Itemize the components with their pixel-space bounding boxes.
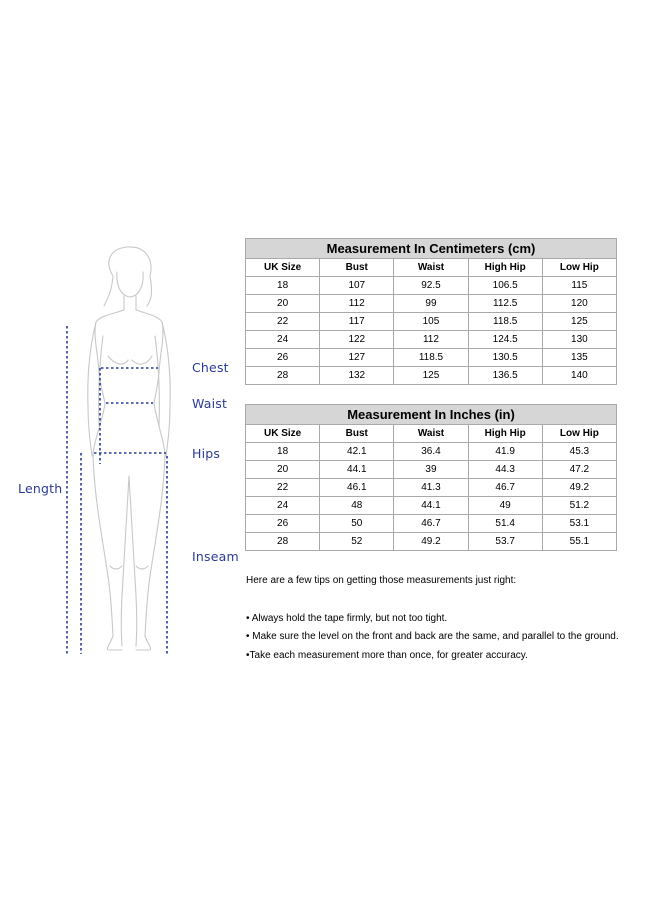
table-cell: 44.1 <box>320 461 394 479</box>
cm-table-title: Measurement In Centimeters (cm) <box>246 239 617 259</box>
table-cell: 46.7 <box>394 515 468 533</box>
table-cell: 20 <box>246 461 320 479</box>
table-cell: 48 <box>320 497 394 515</box>
column-header: Bust <box>320 425 394 443</box>
table-cell: 120 <box>542 295 616 313</box>
table-row <box>246 349 617 367</box>
table-cell: 22 <box>246 313 320 331</box>
table-row <box>246 295 617 313</box>
table-row <box>246 331 617 349</box>
table-cell: 112.5 <box>468 295 542 313</box>
tips-intro: Here are a few tips on getting those measurements just right: <box>246 575 517 586</box>
table-cell: 112 <box>394 331 468 349</box>
column-header: Waist <box>394 425 468 443</box>
table-cell: 132 <box>320 367 394 385</box>
column-header: Waist <box>394 259 468 277</box>
table-cell: 47.2 <box>542 461 616 479</box>
table-cell: 130 <box>542 331 616 349</box>
cm-table-header-row <box>246 259 617 277</box>
table-cell: 49.2 <box>394 533 468 551</box>
table-cell: 125 <box>394 367 468 385</box>
table-cell: 55.1 <box>542 533 616 551</box>
table-cell: 51.4 <box>468 515 542 533</box>
table-cell: 49.2 <box>542 479 616 497</box>
table-cell: 117 <box>320 313 394 331</box>
table-cell: 53.7 <box>468 533 542 551</box>
table-cell: 39 <box>394 461 468 479</box>
column-header: High Hip <box>468 259 542 277</box>
table-row <box>246 497 617 515</box>
inches-table-title: Measurement In Inches (in) <box>246 405 617 425</box>
table-cell: 24 <box>246 497 320 515</box>
table-cell: 135 <box>542 349 616 367</box>
length-label: Length <box>18 481 63 496</box>
table-row <box>246 443 617 461</box>
column-header: Low Hip <box>542 425 616 443</box>
table-cell: 46.1 <box>320 479 394 497</box>
inches-table-header-row <box>246 425 617 443</box>
table-row <box>246 479 617 497</box>
table-cell: 105 <box>394 313 468 331</box>
table-cell: 41.9 <box>468 443 542 461</box>
table-row <box>246 533 617 551</box>
table-row <box>246 277 617 295</box>
table-row <box>246 515 617 533</box>
table-cell: 22 <box>246 479 320 497</box>
table-cell: 140 <box>542 367 616 385</box>
table-cell: 49 <box>468 497 542 515</box>
column-header: UK Size <box>246 425 320 443</box>
table-cell: 44.1 <box>394 497 468 515</box>
table-cell: 46.7 <box>468 479 542 497</box>
table-cell: 106.5 <box>468 277 542 295</box>
waist-label: Waist <box>192 396 228 411</box>
tip-item: • Always hold the tape firmly, but not too tight. <box>246 613 448 624</box>
hips-label: Hips <box>192 446 221 461</box>
tip-item: •Take each measurement more than once, for greater accuracy. <box>246 650 528 661</box>
column-header: High Hip <box>468 425 542 443</box>
table-cell: 118.5 <box>468 313 542 331</box>
column-header: UK Size <box>246 259 320 277</box>
table-cell: 26 <box>246 515 320 533</box>
table-cell: 50 <box>320 515 394 533</box>
column-header: Bust <box>320 259 394 277</box>
table-cell: 28 <box>246 533 320 551</box>
inches-size-table <box>245 404 617 551</box>
table-cell: 107 <box>320 277 394 295</box>
table-cell: 125 <box>542 313 616 331</box>
table-cell: 127 <box>320 349 394 367</box>
table-cell: 20 <box>246 295 320 313</box>
table-cell: 44.3 <box>468 461 542 479</box>
table-row <box>246 367 617 385</box>
column-header: Low Hip <box>542 259 616 277</box>
table-cell: 99 <box>394 295 468 313</box>
table-cell: 41.3 <box>394 479 468 497</box>
table-cell: 24 <box>246 331 320 349</box>
chest-label: Chest <box>192 360 229 375</box>
table-cell: 130.5 <box>468 349 542 367</box>
table-row <box>246 313 617 331</box>
cm-size-table <box>245 238 617 385</box>
table-cell: 18 <box>246 443 320 461</box>
inseam-label: Inseam <box>192 549 239 564</box>
table-cell: 26 <box>246 349 320 367</box>
table-cell: 124.5 <box>468 331 542 349</box>
table-row <box>246 461 617 479</box>
table-cell: 118.5 <box>394 349 468 367</box>
table-cell: 53.1 <box>542 515 616 533</box>
table-cell: 115 <box>542 277 616 295</box>
table-cell: 51.2 <box>542 497 616 515</box>
tip-item: • Make sure the level on the front and back are the same, and parallel to the ground. <box>246 631 619 642</box>
table-cell: 42.1 <box>320 443 394 461</box>
table-cell: 18 <box>246 277 320 295</box>
table-cell: 92.5 <box>394 277 468 295</box>
table-cell: 45.3 <box>542 443 616 461</box>
table-cell: 112 <box>320 295 394 313</box>
table-cell: 136.5 <box>468 367 542 385</box>
table-cell: 52 <box>320 533 394 551</box>
table-cell: 122 <box>320 331 394 349</box>
table-cell: 36.4 <box>394 443 468 461</box>
table-cell: 28 <box>246 367 320 385</box>
